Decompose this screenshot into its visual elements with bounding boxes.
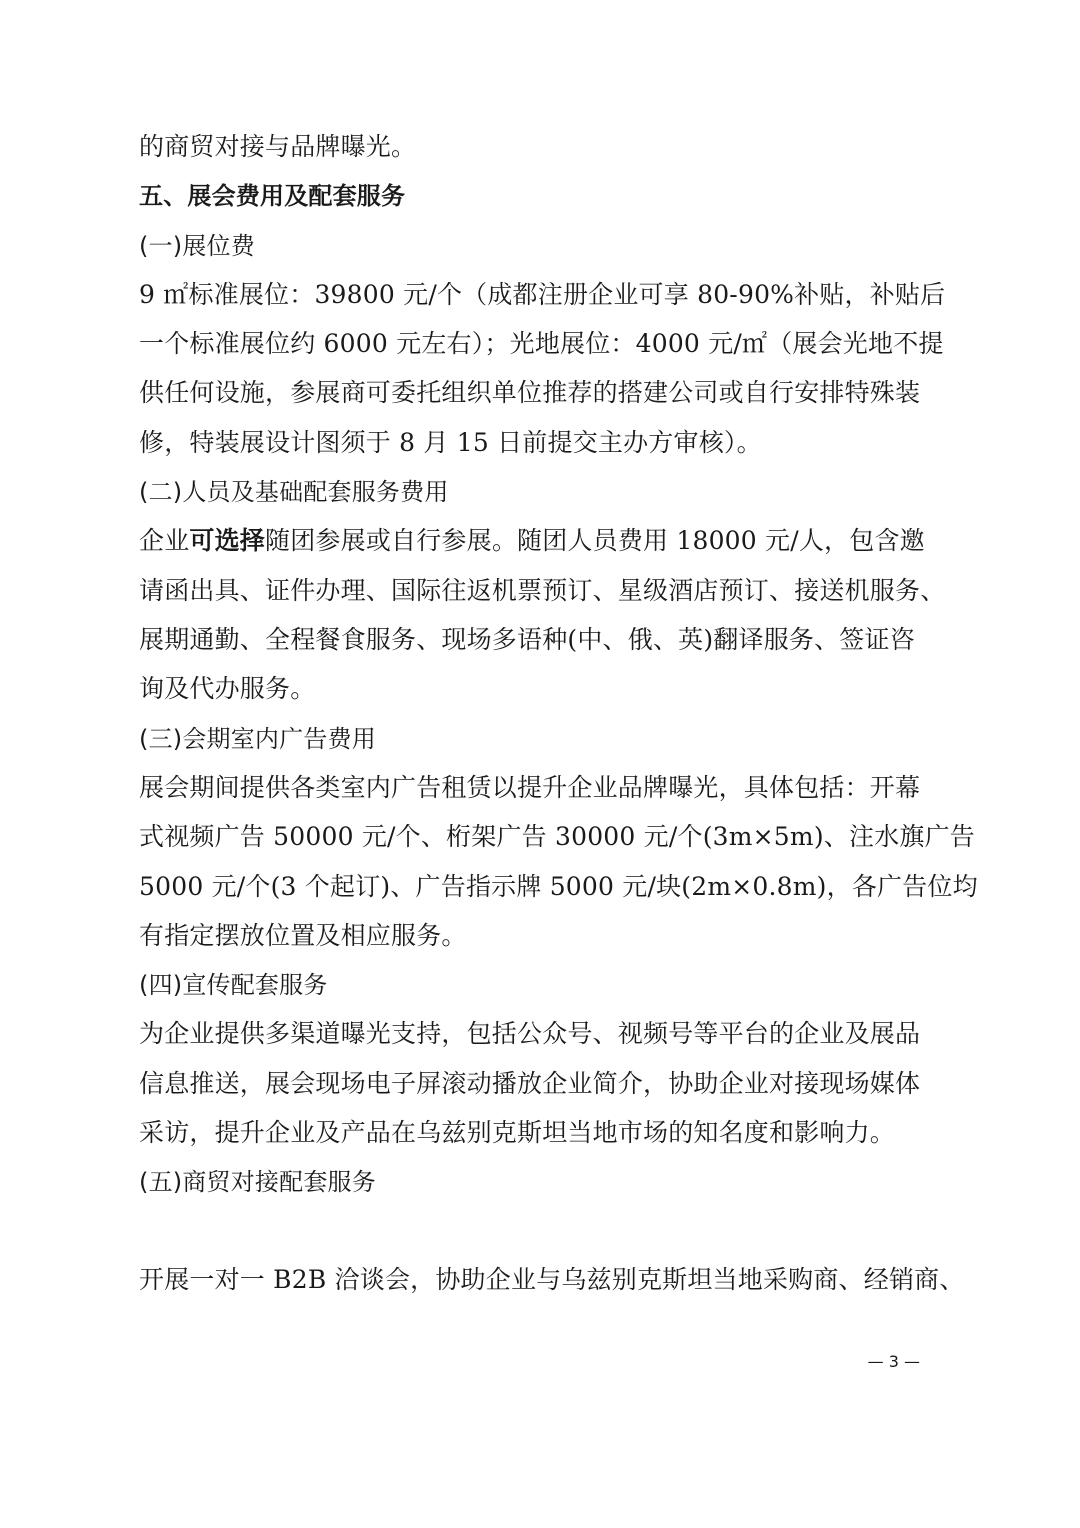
subsection-heading: (四)宣传配套服务	[139, 971, 328, 999]
paragraph-line: 9 ㎡标准展位：39800 元/个（成都注册企业可享 80-90%补贴，补贴后	[139, 280, 946, 309]
paragraph-line: 展期通勤、全程餐食服务、现场多语种(中、俄、英)翻译服务、签证咨	[139, 625, 915, 654]
paragraph-line: 询及代办服务。	[139, 674, 316, 703]
paragraph-line	[139, 524, 939, 558]
paragraph-line: 供任何设施，参展商可委托组织单位推荐的搭建公司或自行安排特殊装	[139, 378, 921, 407]
paragraph-line: 式视频广告 50000 元/个、桁架广告 30000 元/个(3m×5m)、注水旗广告	[139, 822, 975, 851]
bold-text: 可选择	[189, 526, 266, 555]
text-span: 企业	[139, 526, 190, 555]
subsection-heading: (一)展位费	[139, 232, 255, 260]
text-span: 随团参展或自行参展。随团人员费用 18000 元/人，包含邀	[265, 526, 925, 555]
paragraph-line: 有指定摆放位置及相应服务。	[139, 921, 467, 950]
paragraph-line: 采访，提升企业及产品在乌兹别克斯坦当地市场的知名度和影响力。	[139, 1118, 896, 1147]
paragraph-line: 5000 元/个(3 个起订)、广告指示牌 5000 元/块(2m×0.8m)，各广告位均	[139, 872, 978, 901]
subsection-heading: (二)人员及基础配套服务费用	[139, 478, 449, 506]
paragraph-line: 修，特装展设计图须于 8 月 15 日前提交主办方审核）。	[139, 428, 762, 457]
paragraph-line: 为企业提供多渠道曝光支持，包括公众号、视频号等平台的企业及展品	[139, 1019, 921, 1048]
paragraph-line: 一个标准展位约 6000 元左右）；光地展位：4000 元/㎡（展会光地不提	[139, 329, 944, 358]
paragraph-line: 信息推送，展会现场电子屏滚动播放企业简介，协助企业对接现场媒体	[139, 1069, 921, 1098]
section-heading: 五、展会费用及配套服务	[139, 182, 406, 210]
page-number: — 3 —	[867, 1352, 920, 1371]
paragraph-line: 开展一对一 B2B 洽谈会，协助企业与乌兹别克斯坦当地采购商、经销商、	[139, 1265, 965, 1294]
paragraph-line: 的商贸对接与品牌曝光。	[139, 132, 417, 161]
paragraph-line: 展会期间提供各类室内广告租赁以提升企业品牌曝光，具体包括：开幕	[139, 773, 921, 802]
subsection-heading: (三)会期室内广告费用	[139, 725, 376, 753]
subsection-heading: (五)商贸对接配套服务	[139, 1168, 376, 1196]
paragraph-line: 请函出具、证件办理、国际往返机票预订、星级酒店预订、接送机服务、	[139, 576, 946, 605]
